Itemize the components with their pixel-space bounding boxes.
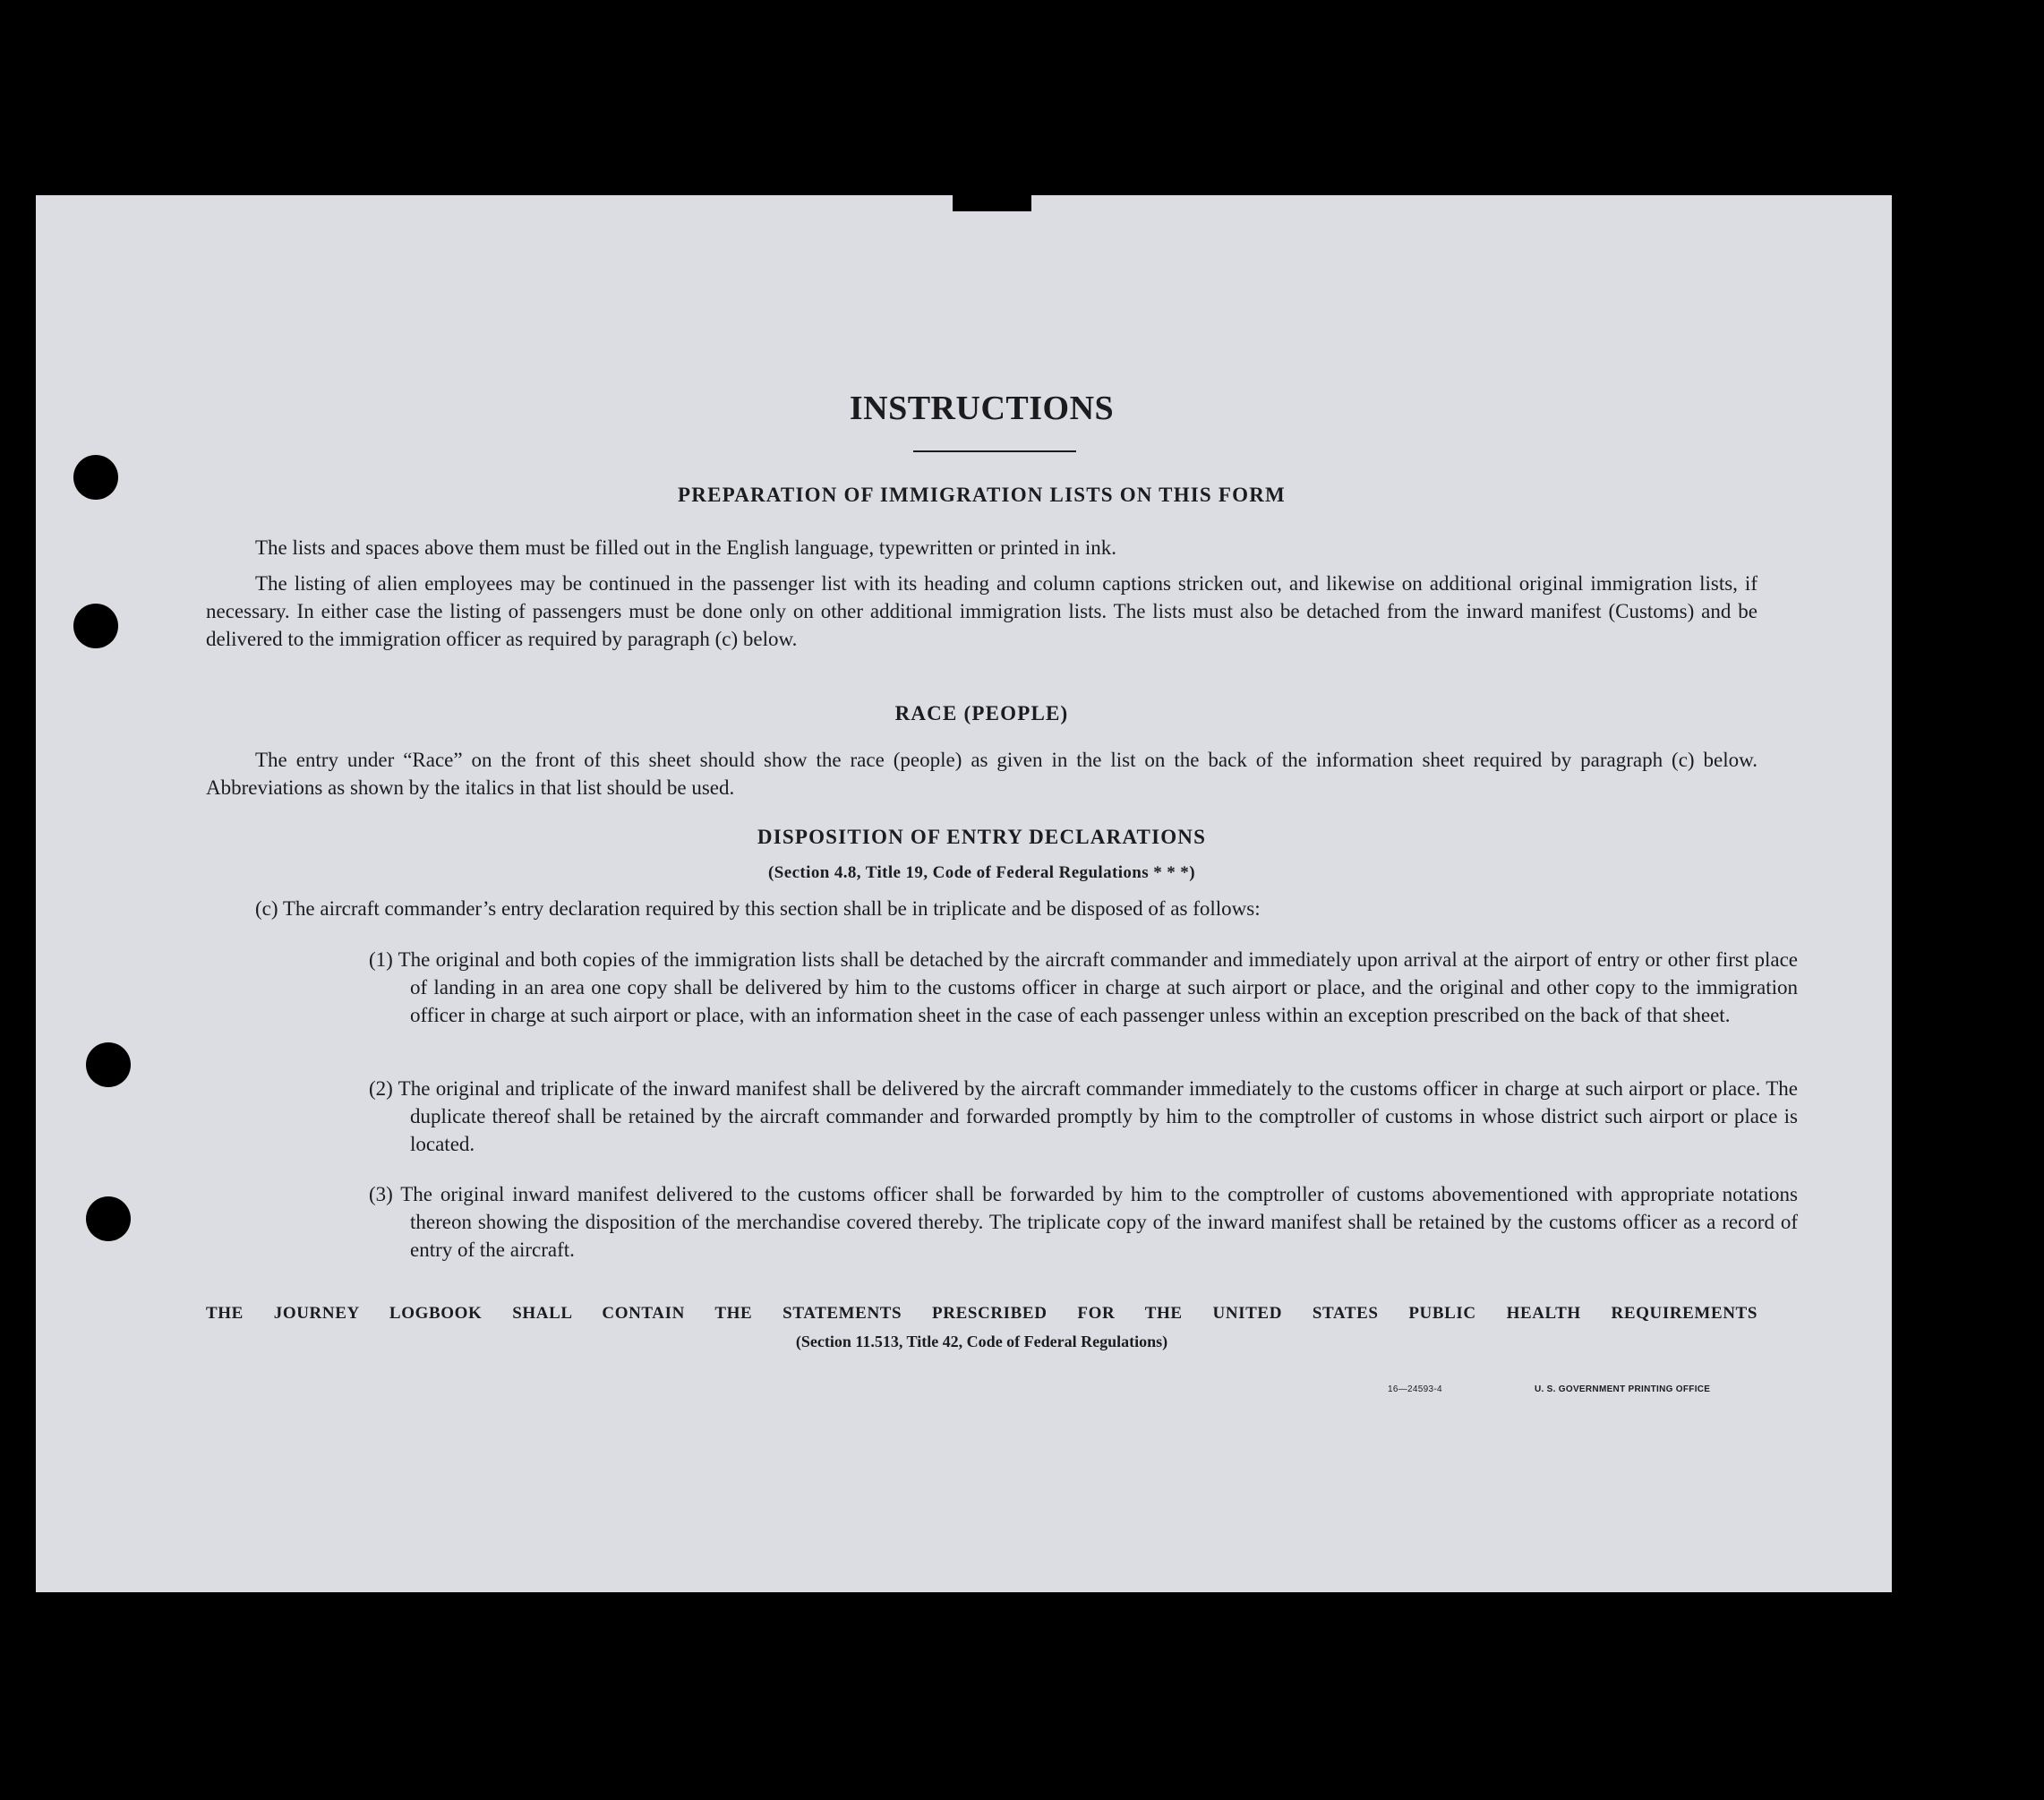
disposition-item-3: (3) The original inward manifest delivered to the customs officer shall be forwarded by him to the comptroller of customs abovementioned with appropriate notations thereon showing the disposition of the merchandise covered thereby. The triplicate copy of the inward manifest shall be retained by the customs officer as a record of entry of the aircraft. [369, 1183, 1798, 1261]
health-requirements-statement: THE JOURNEY LOGBOOK SHALL CONTAIN THE STATEMENTS PRESCRIBED FOR THE UNITED STATES PUBLIC HEALTH REQUIREMENTS [206, 1304, 1757, 1323]
preparation-paragraph-2: The listing of alien employees may be continued in the passenger list with its heading and column captions stricken out, and likewise on additional original immigration lists, if necessary. In either case the listing of passengers must be done only on other additional immigration lists. The lists must also be detached from the inward manifest (Customs) and be delivered to the immigration officer as required by paragraph (c) below. [206, 572, 1757, 650]
form-code: 16—24593-4 [1388, 1384, 1442, 1394]
race-heading: RACE (PEOPLE) [894, 702, 1069, 724]
disposition-citation: (Section 4.8, Title 19, Code of Federal Regulations * * *) [768, 863, 1195, 882]
punch-hole-1 [73, 455, 118, 500]
top-notch [953, 195, 1031, 211]
page-title: INSTRUCTIONS [849, 390, 1115, 427]
punch-hole-2 [73, 604, 118, 648]
preparation-heading: PREPARATION OF IMMIGRATION LISTS ON THIS FORM [678, 484, 1286, 506]
preparation-paragraph-1: The lists and spaces above them must be filled out in the English language, typewritten or printed in ink. [255, 536, 1116, 559]
disposition-item-1: (1) The original and both copies of the immigration lists shall be detached by the aircraft commander and immediately upon arrival at the airport of entry or other first place of landing in an area one copy shall be delivered by him to the customs officer in charge at such airport or place, and the original and other copy to the immigration officer in charge at such airport or place, with an information sheet in the case of each passenger unless within an exception prescribed on the back of that sheet. [369, 948, 1798, 1026]
disposition-item-2: (2) The original and triplicate of the inward manifest shall be delivered by the aircraft commander immediately to the customs officer in charge at such airport or place. The duplicate thereof shall be retained by the aircraft commander and forwarded promptly by him to the comptroller of customs in whose district such airport or place is located. [369, 1077, 1798, 1155]
health-requirements-citation: (Section 11.513, Title 42, Code of Federal Regulations) [795, 1333, 1168, 1350]
punch-hole-4 [86, 1196, 131, 1241]
title-underline [913, 450, 1076, 452]
punch-hole-3 [86, 1042, 131, 1087]
race-paragraph: The entry under “Race” on the front of this sheet should show the race (people) as given in the list on the back of the information sheet required by paragraph (c) below. Abbreviations as shown by the italics in that list should be used. [206, 749, 1757, 799]
document-sheet [36, 195, 1892, 1592]
disposition-paragraph-c: (c) The aircraft commander’s entry declaration required by this section shall be in triplicate and be disposed of as follows: [255, 897, 1261, 920]
printer-imprint: U. S. GOVERNMENT PRINTING OFFICE [1535, 1384, 1711, 1394]
disposition-heading: DISPOSITION OF ENTRY DECLARATIONS [757, 826, 1207, 848]
